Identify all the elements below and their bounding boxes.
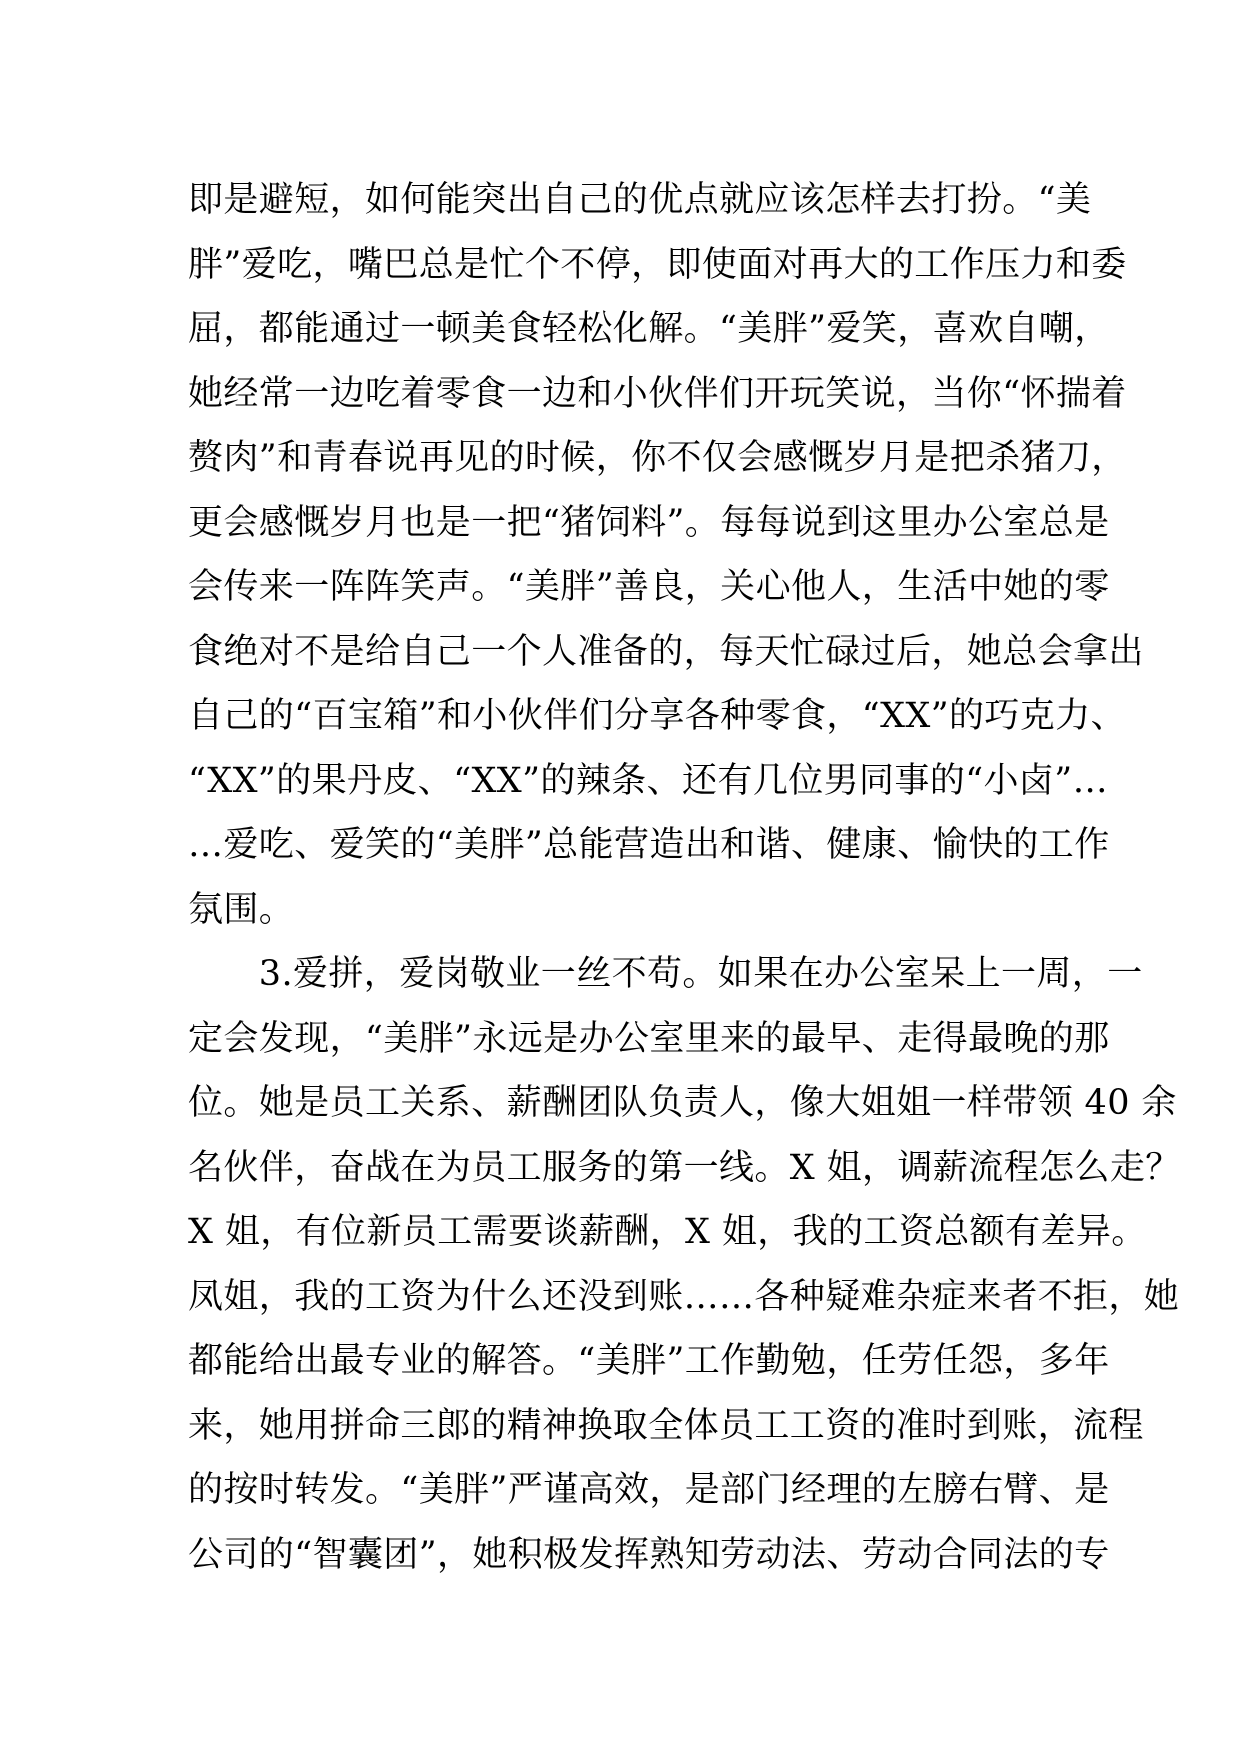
text-line: 屈，都能通过一顿美食轻松化解。“美胖”爱笑，喜欢自嘲， xyxy=(188,309,1110,349)
text-line: 赘肉”和青春说再见的时候，你不仅会感慨岁月是把杀猪刀， xyxy=(188,438,1127,478)
body-text xyxy=(188,168,1181,1587)
text-line: 她经常一边吃着零食一边和小伙伴们开玩笑说，当你“怀揣着 xyxy=(188,373,1127,414)
text-line: 来，她用拼命三郎的精神换取全体员工工资的准时到账，流程 xyxy=(188,1405,1144,1446)
text-line: …爱吃、爱笑的“美胖”总能营造出和谐、健康、愉快的工作 xyxy=(188,825,1110,865)
text-line: 氛围。 xyxy=(188,889,295,930)
text-line: 会传来一阵阵笑声。“美胖”善良，关心他人，生活中她的零 xyxy=(188,567,1110,607)
text-line: 公司的“智囊团”，她积极发挥熟知劳动法、劳动合同法的专 xyxy=(188,1534,1110,1575)
text-line: 3.爱拼，爱岗敬业一丝不苟。如果在办公室呆上一周，一 xyxy=(188,954,1143,994)
text-line: 更会感慨岁月也是一把“猪饲料”。每每说到这里办公室总是 xyxy=(188,502,1110,543)
text-line: 食绝对不是给自己一个人准备的，每天忙碌过后，她总会拿出 xyxy=(188,631,1144,672)
text-line: 的按时转发。“美胖”严谨高效，是部门经理的左膀右臂、是 xyxy=(188,1470,1110,1510)
text-line: 都能给出最专业的解答。“美胖”工作勤勉，任劳任怨，多年 xyxy=(188,1341,1110,1381)
text-line: 即是避短，如何能突出自己的优点就应该怎样去打扮。“美 xyxy=(188,180,1092,220)
text-line: 位。她是员工关系、薪酬团队负责人，像大姐姐一样带领 40 余 xyxy=(188,1083,1177,1123)
text-line: X 姐，有位新员工需要谈薪酬，X 姐，我的工资总额有差异。 xyxy=(188,1212,1147,1252)
text-line: 自己的“百宝箱”和小伙伴们分享各种零食，“XX”的巧克力、 xyxy=(188,696,1127,736)
text-line: 胖”爱吃，嘴巴总是忙个不停，即使面对再大的工作压力和委 xyxy=(188,244,1127,285)
text-line: “XX”的果丹皮、“XX”的辣条、还有几位男同事的“小卤”… xyxy=(188,760,1109,801)
text-line: 定会发现，“美胖”永远是办公室里来的最早、走得最晚的那 xyxy=(188,1018,1110,1059)
text-line: 凤姐，我的工资为什么还没到账……各种疑难杂症来者不拒，她 xyxy=(188,1276,1180,1317)
text-line: 名伙伴，奋战在为员工服务的第一线。X 姐，调薪流程怎么走？ xyxy=(188,1147,1181,1188)
